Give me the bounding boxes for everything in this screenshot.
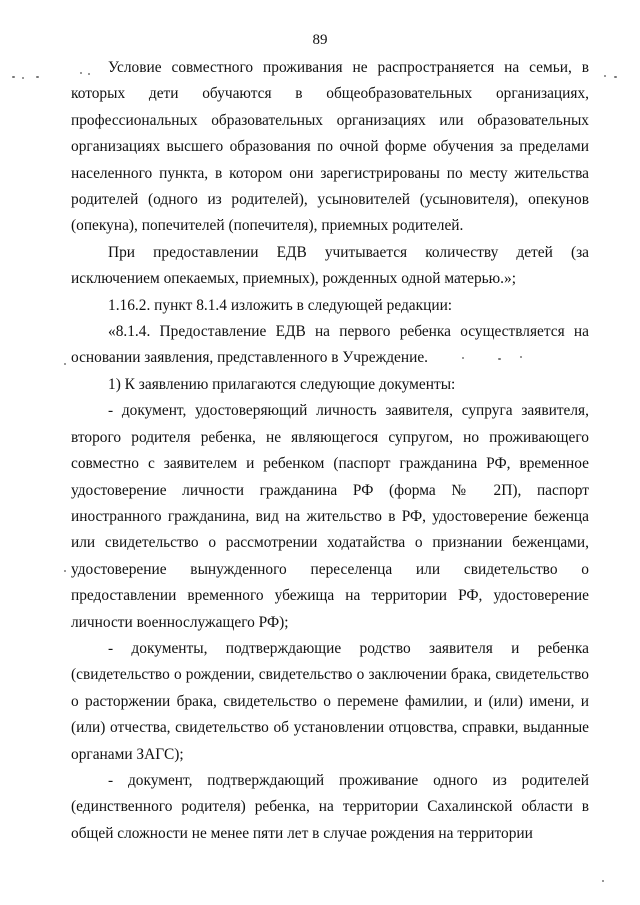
paragraph-clause-8-1-4: «8.1.4. Предоставление ЕДВ на первого ребенка осуществляется на основании заявления, представленного в Учреждение.	[71, 323, 589, 367]
scan-artifact	[64, 363, 66, 365]
page-number: 89	[312, 32, 328, 48]
scan-artifact	[602, 880, 604, 882]
scan-artifact	[64, 570, 66, 572]
scan-artifact	[614, 76, 617, 78]
paragraph-documents-intro: 1) К заявлению прилагаются следующие документы:	[108, 375, 456, 393]
scan-artifact	[12, 76, 15, 78]
document-body	[71, 55, 589, 847]
paragraph-edv-children-count: При предоставлении ЕДВ учитывается количеству детей (за исключением опекаемых, приемных), рожденных одной матерью.»;	[71, 243, 589, 288]
paragraph-cohabitation-condition: Условие совместного проживания не распространяется на семьи, в которых дети обучаются в общеобразовательных организациях, профессиональных образовательных организациях или образовательных организациях высшего образования по очной форме обучения за пределами населенного пункта, в котором они зарегистрированы по месту жительства родителей (одного из родителей), усыновителей (усыновителя), опекунов (опекуна), попечителей (попечителя), приемных родителей.	[71, 59, 589, 235]
scan-artifact	[604, 75, 606, 77]
list-item-identity-document: - документ, удостоверяющий личность заявителя, супруга заявителя, второго родителя ребенка, не являющегося супругом, но проживающего совместно с заявителем и ребенком (паспорт гражданина РФ, временное удостоверение личности гражданина РФ (форма № 2П), паспорт иностранного гражданина, вид на жительство в РФ, удостоверение беженца или свидетельство о рассмотрении ходатайства о признании беженцами, удостоверение вынужденного переселенца или свидетельство о предоставлении временного убежища на территории РФ, удостоверение личности военнослужащего РФ);	[71, 402, 589, 631]
list-item-kinship-documents: - документы, подтверждающие родство заявителя и ребенка (свидетельство о рождении, свидетельство о заключении брака, свидетельство о расторжении брака, свидетельство о перемене фамилии, и (или) имени, и (или) отчества, свидетельство об установлении отцовства, справки, выданные органами ЗАГС);	[71, 639, 589, 763]
scan-artifact	[22, 77, 24, 79]
list-item-residence-document: - документ, подтверждающий проживание одного из родителей (единственного родителя) ребенка, на территории Сахалинской области в общей сложности не менее пяти лет в случае рождения на территории	[71, 771, 589, 842]
paragraph-clause-1-16-2: 1.16.2. пункт 8.1.4 изложить в следующей редакции:	[108, 296, 453, 314]
scan-artifact	[36, 76, 39, 78]
